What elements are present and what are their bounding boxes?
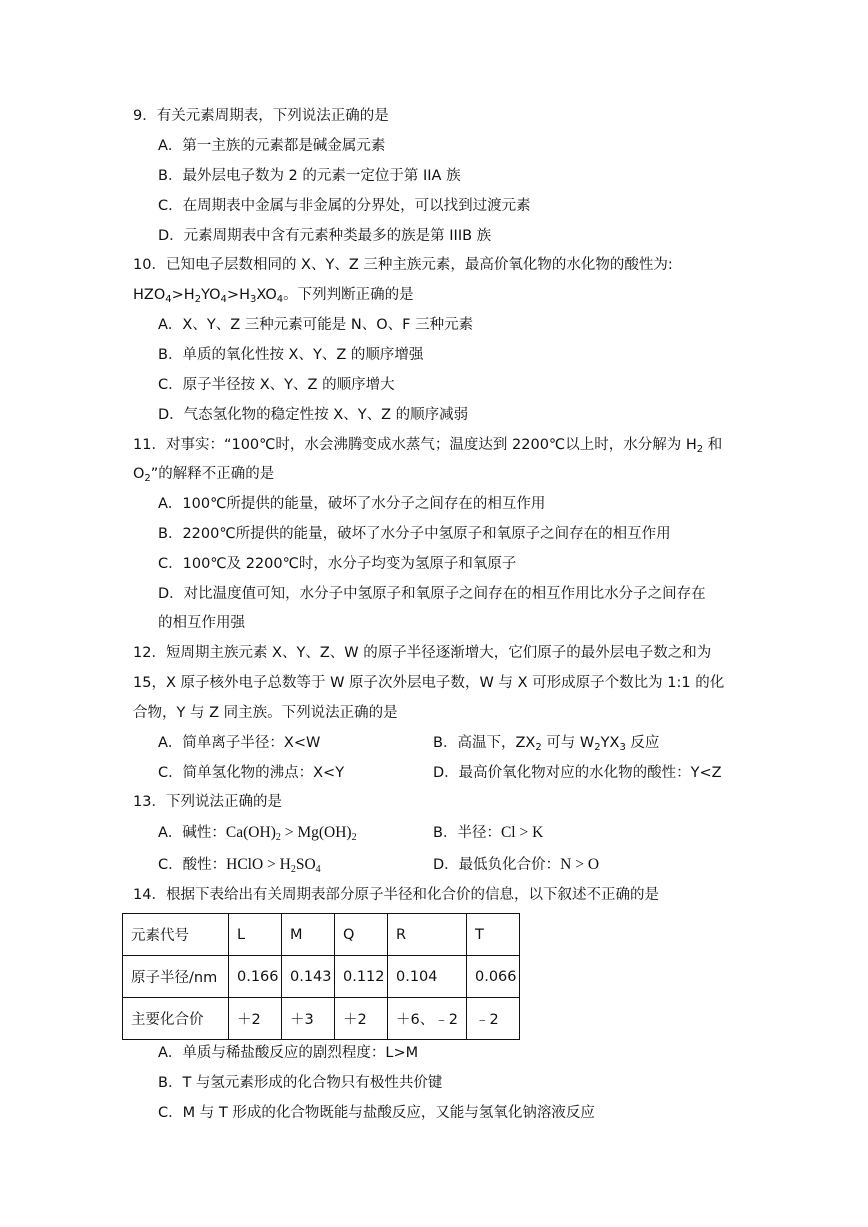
table-cell: ﹣2 [467, 998, 520, 1040]
q11-option-a: A．100℃所提供的能量，破坏了水分子之间存在的相互作用 [158, 496, 546, 512]
q13-option-c-formula: HClO > $H_2SO_4$ [226, 856, 321, 875]
table-cell: 0.143 [282, 956, 335, 998]
table-cell: 原子半径/nm [123, 956, 229, 998]
question-12-stem-line1: 12．短周期主族元素 X、Y、Z、W 的原子半径逐渐增大，它们原子的最外层电子数之和为 [133, 645, 712, 661]
element-data-table [122, 913, 520, 1040]
table-cell: 0.166 [229, 956, 282, 998]
question-14-stem: 14．根据下表给出有关周期表部分原子半径和化合价的信息，以下叙述不正确的是 [133, 887, 659, 903]
question-10-stem-line1: 10．已知电子层数相同的 X、Y、Z 三种主族元素，最高价氧化物的水化物的酸性为: [133, 257, 673, 273]
formula-hzo4: $HZO_4>H_2YO_4>H_3XO_4$ [133, 287, 284, 305]
table-cell: T [467, 914, 520, 956]
table-cell: ＋3 [282, 998, 335, 1040]
table-cell: 0.104 [388, 956, 467, 998]
q10-option-d: D．气态氢化物的稳定性按 X、Y、Z 的顺序减弱 [158, 407, 469, 423]
table-cell: Q [335, 914, 388, 956]
q12-option-b: B．高温下，$ZX_2$ 可与 $W_2YX_3$ 反应 [433, 735, 660, 753]
table-cell: 元素代号 [123, 914, 229, 956]
question-12-stem-line2: 15，X 原子核外电子总数等于 W 原子次外层电子数，W 与 X 可形成原子个数比为 1:1 的化 [133, 675, 725, 691]
question-11-stem-line1: 11．对事实：“100℃时，水会沸腾变成水蒸气；温度达到 2200℃以上时，水分解为 $H_2$ 和 [133, 437, 723, 455]
q13-option-b: B．半径：Cl > K [433, 824, 544, 841]
q11-option-c: C．100℃及 2200℃时，水分子均变为氢原子和氧原子 [158, 556, 517, 572]
q14-option-c: C．M 与 T 形成的化合物既能与盐酸反应，又能与氢氧化钠溶液反应 [158, 1105, 595, 1121]
table-row [123, 998, 520, 1040]
table-cell: 主要化合价 [123, 998, 229, 1040]
q10-option-a: A．X、Y、Z 三种元素可能是 N、O、F 三种元素 [158, 317, 474, 333]
question-12-stem-line3: 合物，Y 与 Z 同主族。下列说法正确的是 [133, 705, 398, 721]
q13-option-a-formula: $Ca(OH)_2 > Mg(OH)_2$ [225, 824, 357, 843]
table-row [123, 914, 520, 956]
q12-option-a: A．简单离子半径：X<W [158, 735, 321, 751]
q9-option-c: C．在周期表中金属与非金属的分界处，可以找到过渡元素 [158, 198, 531, 214]
q11-option-d: D．对比温度值可知，水分子中氢原子和氧原子之间存在的相互作用比水分子之间存在 [158, 586, 706, 602]
q9-option-d: D．元素周期表中含有元素种类最多的族是第 IIIB 族 [158, 228, 492, 244]
q9-option-a: A．第一主族的元素都是碱金属元素 [158, 138, 386, 154]
q11-option-d-continued: 的相互作用强 [158, 615, 245, 631]
table-cell: ＋2 [335, 998, 388, 1040]
table-cell: 0.112 [335, 956, 388, 998]
q13-option-a: A．碱性：$Ca(OH)_2 > Mg(OH)_2$ [158, 824, 357, 843]
question-11-stem-line2: $O_2$”的解释不正确的是 [133, 466, 275, 484]
table-cell: 0.066 [467, 956, 520, 998]
table-cell: ＋2 [229, 998, 282, 1040]
q14-option-a: A．单质与稀盐酸反应的剧烈程度：L>M [158, 1045, 419, 1061]
q12-option-c: C．简单氢化物的沸点：X<Y [158, 765, 345, 781]
q13-option-d: D．最低负化合价：N > O [433, 856, 600, 873]
table-cell: ＋6、﹣2 [388, 998, 467, 1040]
q14-option-b: B．T 与氢元素形成的化合物只有极性共价键 [158, 1075, 443, 1091]
table-cell: M [282, 914, 335, 956]
q9-option-b: B．最外层电子数为 2 的元素一定位于第 IIA 族 [158, 168, 461, 184]
table-cell: L [229, 914, 282, 956]
q12-option-d: D．最高价氧化物对应的水化物的酸性：Y<Z [433, 765, 722, 781]
table-cell: R [388, 914, 467, 956]
question-13-stem: 13．下列说法正确的是 [133, 794, 282, 810]
q13-option-c: C．酸性：HClO > $H_2SO_4$ [158, 856, 321, 875]
question-9-stem: 9．有关元素周期表，下列说法正确的是 [133, 108, 389, 124]
q10-option-c: C．原子半径按 X、Y、Z 的顺序增大 [158, 377, 395, 393]
q10-option-b: B．单质的氧化性按 X、Y、Z 的顺序增强 [158, 347, 424, 363]
table-row [123, 956, 520, 998]
q11-option-b: B．2200℃所提供的能量，破坏了水分子中氢原子和氧原子之间存在的相互作用 [158, 526, 671, 542]
question-10-stem-line2: $HZO_4>H_2YO_4>H_3XO_4$。下列判断正确的是 [133, 287, 414, 305]
